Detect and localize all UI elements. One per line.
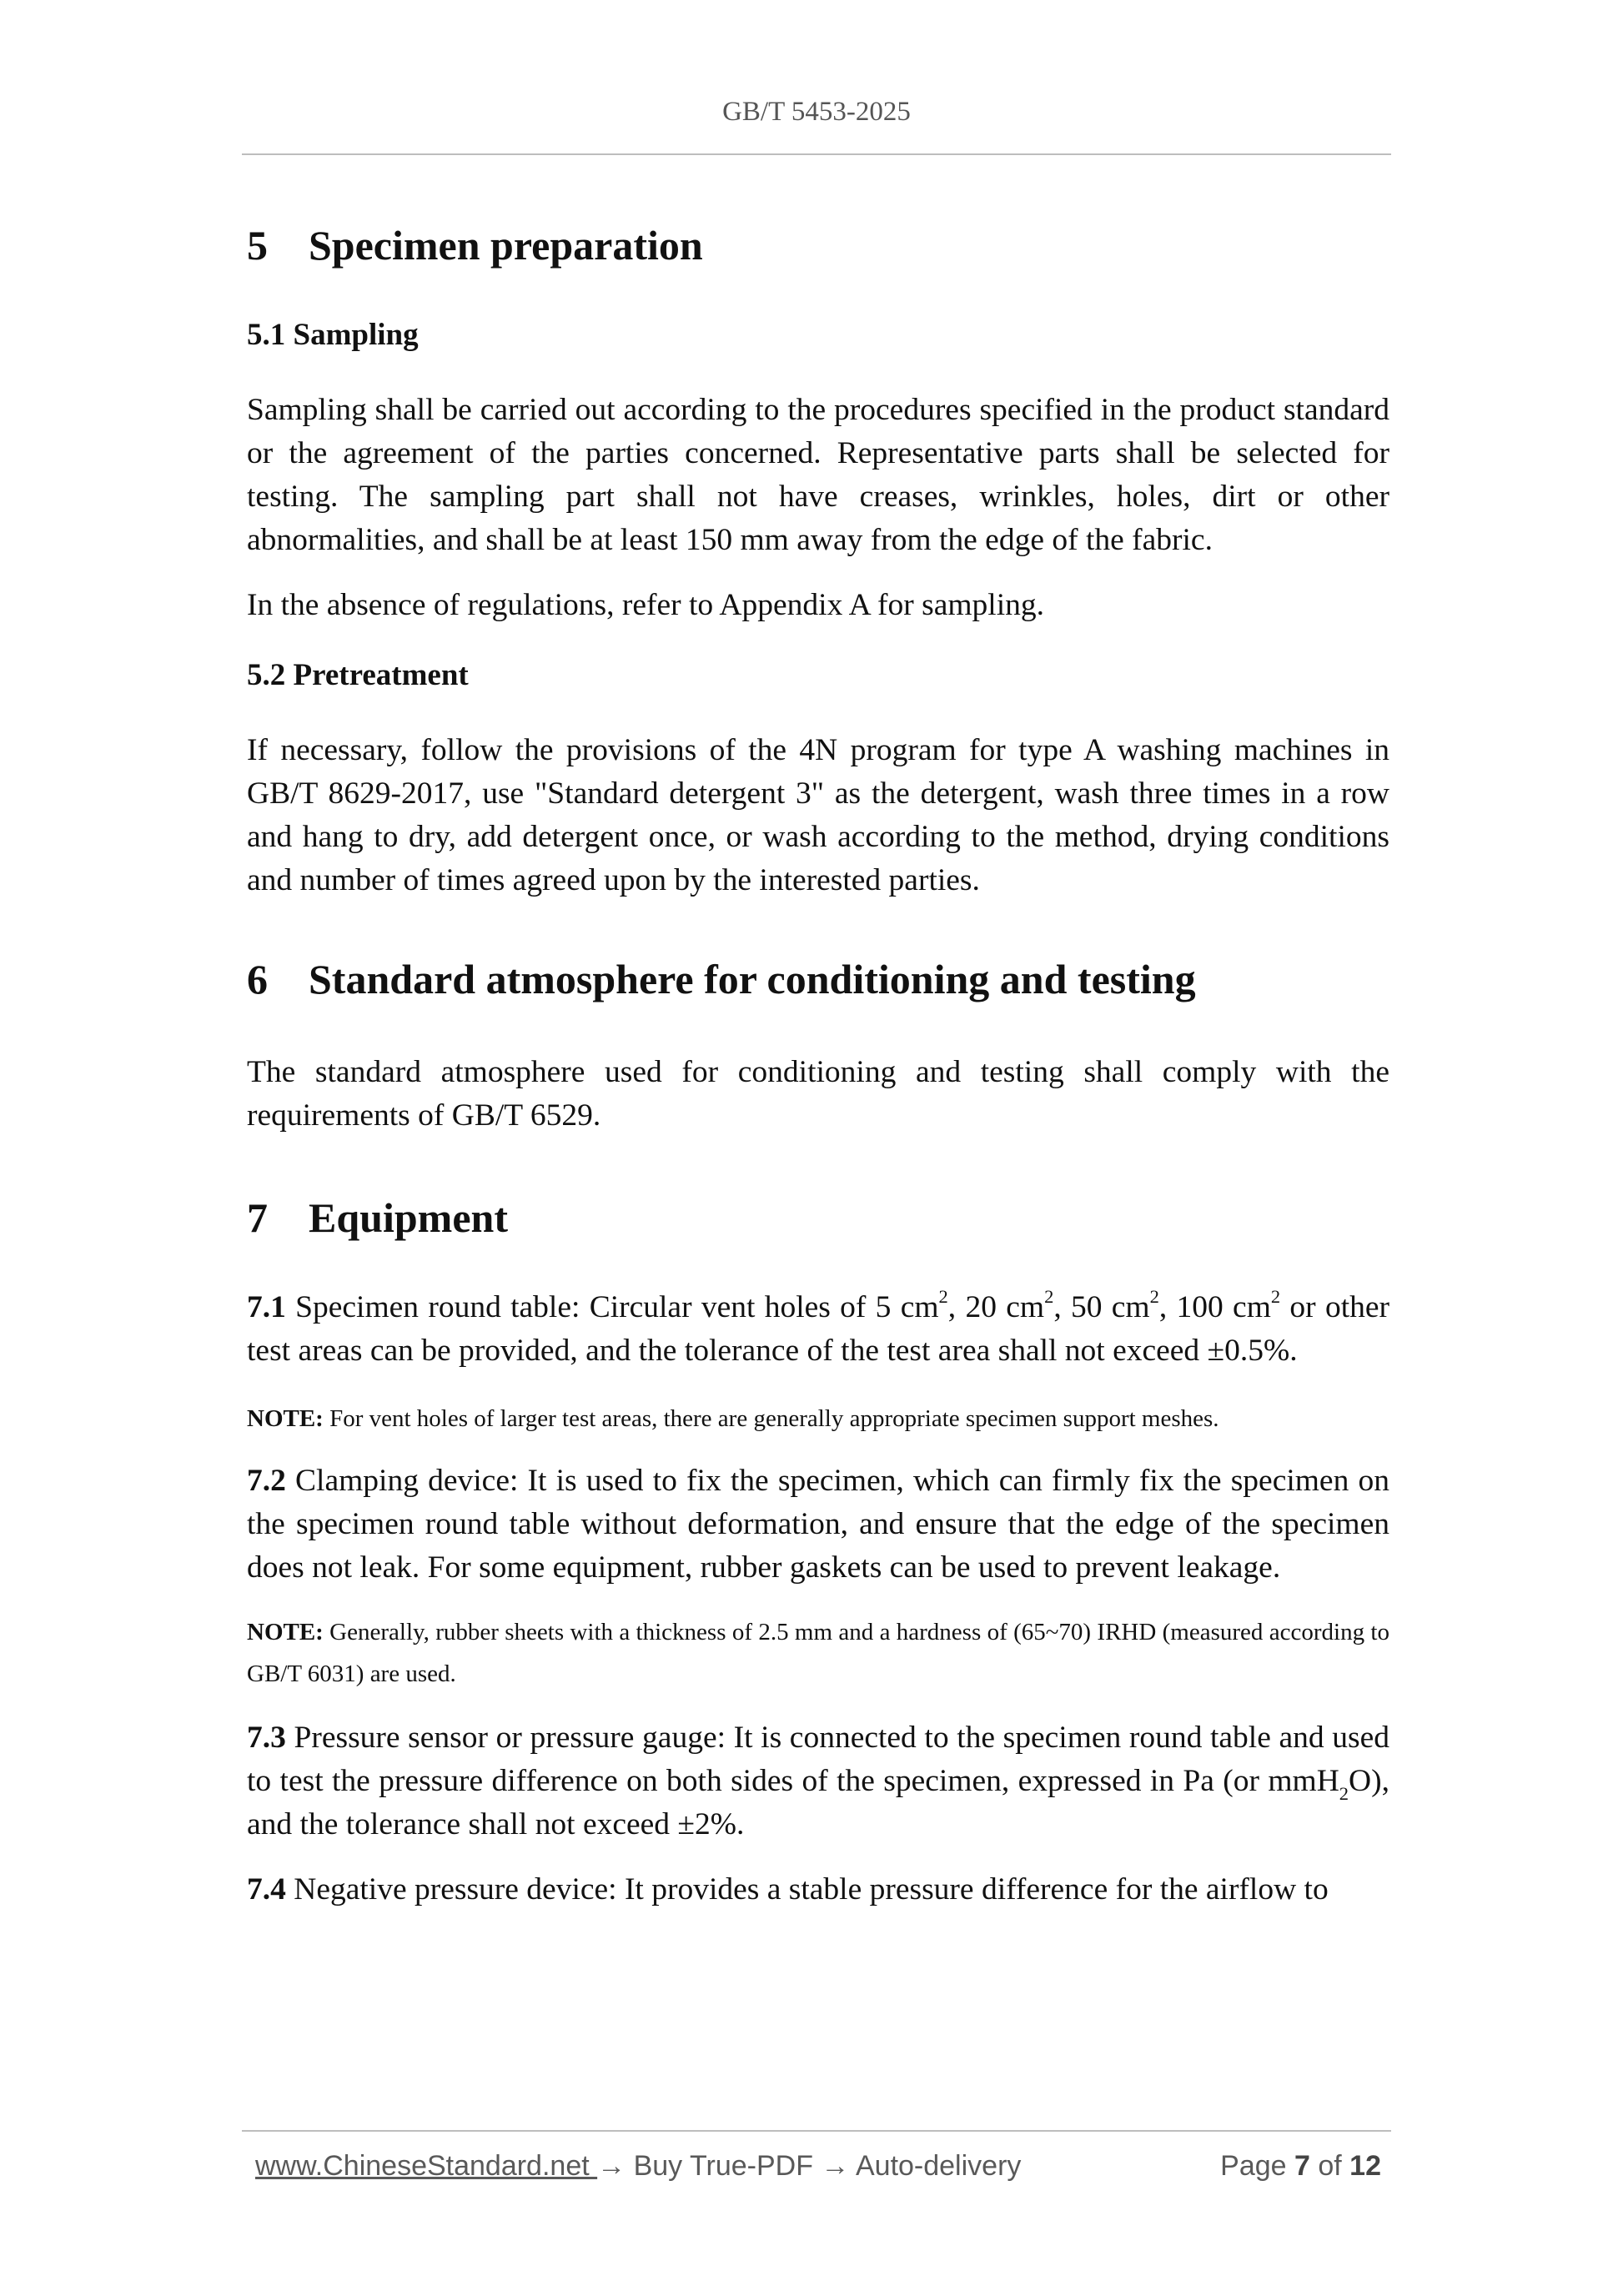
section-title: Equipment bbox=[309, 1194, 508, 1241]
section-number: 7 bbox=[247, 1194, 268, 1241]
note-7-1: NOTE: For vent holes of larger test areas, there are generally appropriate specimen support meshes. bbox=[247, 1405, 1219, 1432]
section-6-heading bbox=[247, 954, 1389, 1004]
item-7-1: 7.1 Specimen round table: Circular vent holes of 5 $cm^2$, 20 $cm^2$, 50 $cm^2$, 100 $cm^2$ or other test areas can be provided, and the tolerance of the test area shall not exceed ±0.5%. bbox=[247, 1286, 1389, 1368]
footer-divider bbox=[242, 2130, 1391, 2132]
item-number: 7.4 bbox=[247, 1872, 286, 1907]
section-number: 5 bbox=[247, 222, 268, 269]
page-content bbox=[247, 220, 1389, 1912]
section-title: Specimen preparation bbox=[309, 222, 703, 269]
superscript: 2 bbox=[1044, 1286, 1054, 1308]
item-7-2: 7.2 Clamping device: It is used to fix the specimen, which can firmly fix the specimen on the specimen round table without deformation, and ensure that the edge of the specimen does not leak. For some equipment, rubber gaskets can be used to prevent leakage. bbox=[247, 1464, 1389, 1585]
paragraph-6-atmosphere: The standard atmosphere used for conditioning and testing shall comply with the requirements of GB/T 6529. bbox=[247, 1055, 1389, 1133]
paragraph-5-1-appendix: In the absence of regulations, refer to Appendix A for sampling. bbox=[247, 588, 1044, 622]
subscript: 2 bbox=[1339, 1782, 1349, 1804]
section-7-heading bbox=[247, 1193, 1389, 1243]
item-number: 7.1 bbox=[247, 1290, 286, 1324]
website-link[interactable]: www.ChineseStandard.net bbox=[255, 2150, 598, 2182]
item-number: 7.3 bbox=[247, 1721, 286, 1755]
note-7-2: NOTE: Generally, rubber sheets with a thickness of 2.5 mm and a hardness of (65~70) IRHD (measured according to GB/T 6031) are used. bbox=[247, 1619, 1389, 1687]
header-divider bbox=[242, 153, 1391, 155]
item-number: 7.2 bbox=[247, 1464, 286, 1498]
item-7-4: 7.4 Negative pressure device: It provides a stable pressure difference for the airflow to bbox=[247, 1872, 1329, 1907]
total-pages: 12 bbox=[1349, 2150, 1381, 2182]
footer-promo-text: → Buy True-PDF → Auto-delivery bbox=[597, 2150, 1022, 2182]
superscript: 2 bbox=[1149, 1286, 1159, 1308]
note-label: NOTE: bbox=[247, 1619, 324, 1645]
section-5-heading bbox=[247, 220, 1389, 270]
section-title: Standard atmosphere for conditioning and testing bbox=[309, 956, 1196, 1002]
page-indicator: Page 7 of 12 bbox=[1220, 2150, 1381, 2182]
current-page: 7 bbox=[1294, 2150, 1310, 2182]
header-standard-code: GB/T 5453-2025 bbox=[722, 97, 911, 127]
subsection-5-1-heading: 5.1 Sampling bbox=[247, 318, 419, 352]
superscript: 2 bbox=[1270, 1286, 1281, 1308]
paragraph-5-1-sampling: Sampling shall be carried out according to the procedures specified in the product standard or the agreement of the parties concerned. Representative parts shall be selected for testing. The sampling part shall not have creases, wrinkles, holes, dirt or other abnormalities, and shall be at least 150 mm away from the edge of the fabric. bbox=[247, 393, 1389, 557]
section-number: 6 bbox=[247, 956, 268, 1002]
item-7-3: 7.3 Pressure sensor or pressure gauge: It is connected to the specimen round table and used to test the pressure difference on both sides of the specimen, expressed in Pa (or mmH$_2$O), and the tolerance shall not exceed ±2%. bbox=[247, 1721, 1389, 1841]
footer-promo bbox=[255, 2150, 1021, 2183]
note-label: NOTE: bbox=[247, 1405, 324, 1432]
superscript: 2 bbox=[938, 1286, 948, 1308]
subsection-5-2-heading: 5.2 Pretreatment bbox=[247, 658, 469, 692]
paragraph-5-2-pretreatment: If necessary, follow the provisions of the 4N program for type A washing machines in GB/T 8629-2017, use "Standard detergent 3" as the detergent, wash three times in a row and hang to dry, add detergent once, or wash according to the method, drying conditions and number of times agreed upon by the interested parties. bbox=[247, 733, 1389, 897]
